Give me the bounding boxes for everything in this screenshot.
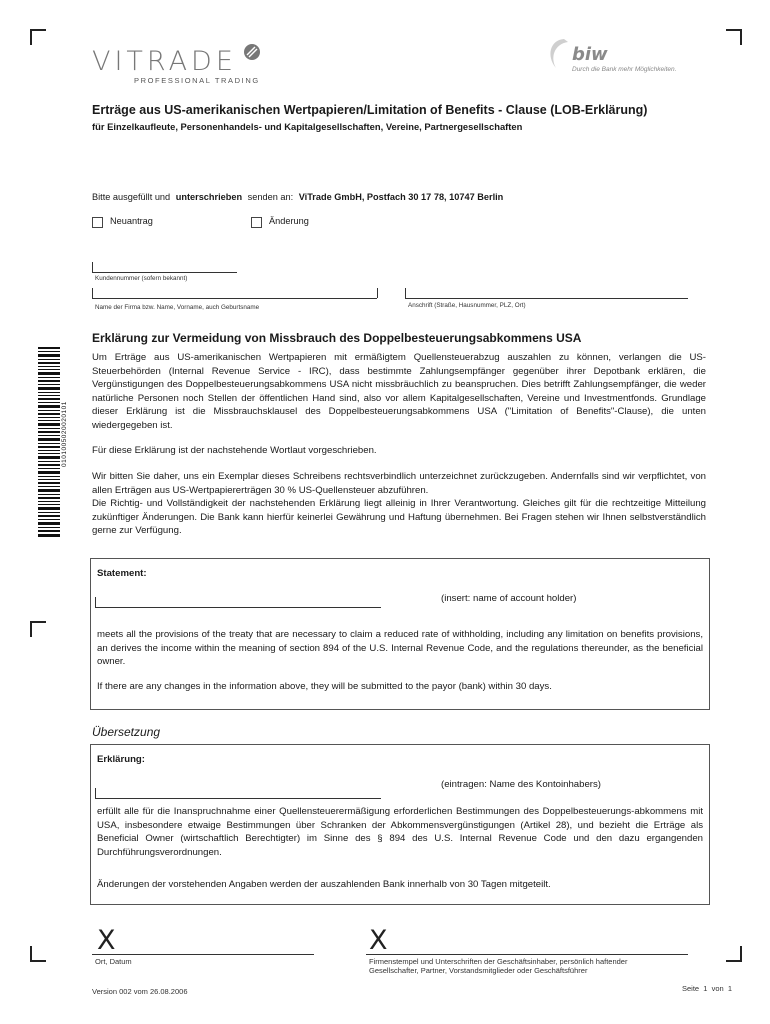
translation-account-holder-field[interactable] (95, 798, 381, 799)
biw-logo-text: biw (572, 44, 608, 65)
signature-x-mark: X (369, 925, 388, 956)
translation-label: Erklärung: (97, 754, 145, 765)
signature-label-line-2: Gesellschafter, Partner, Vorstandsmitglieder oder Geschäftsführer (369, 966, 588, 975)
signature-field[interactable] (366, 954, 688, 955)
crop-mark-top-right (726, 29, 742, 45)
biw-logo (544, 36, 684, 80)
barcode-number: 0101005020020101 (61, 401, 68, 467)
barcode (38, 347, 60, 537)
vitrade-logo (92, 46, 267, 85)
crop-mark-bottom-right (726, 946, 742, 962)
translation-changes: Änderungen der vorstehenden Angaben werden der auszahlenden Bank innerhalb von 30 Tagen mitgeteilt. (97, 879, 551, 890)
address-field-tick (405, 288, 406, 298)
declaration-paragraph-4: Die Richtig- und Vollständigkeit der nachstehenden Erklärung liegt alleinig in Ihrer Verantwortung. Gleiches gilt für die rechtzeitige Mitteilung zukünftiger Änderungen. Die Bank kann hierfür keinerlei Gewährung und Haftung übernehmen. Bei Fragen stehen wir Ihnen selbstverständlich gerne zur Verfügung. (92, 498, 706, 537)
biw-tagline: Durch die Bank mehr Möglichkeiten. (572, 66, 677, 73)
declaration-paragraph-1: Um Erträge aus US-amerikanischen Wertpapieren mit ermäßigtem Quellensteuerabzug auszahlen zu können, verlangen die US-Steuerbehörden (Internal Revenue Service - IRC), dass bestimmte Zahlungsempfänger gegenüber ihrer Depotbank erklären, die Vergünstigungen des Doppelbesteuerungsabkommens USA nicht missbräuchlich zu beanspruchen. Dies betrifft Zahlungsempfänger, die weder natürliche Personen noch Stellen der öffentlichen Hand sind, also vor allem Kapitalgesellschaften, Vereine und Investmentfonds. Grundlage dieser Erklärung ist die Missbrauchsklausel des Doppelbesteuerungsabkommens USA ("Limitation of Benefits"-Clause), die unten wiedergegeben ist. (92, 352, 706, 431)
version-info: Version 002 vom 26.08.2006 (92, 987, 188, 996)
translation-heading: Übersetzung (92, 725, 161, 739)
send-emphasis: unterschrieben (175, 192, 243, 202)
declaration-paragraph-3: Wir bitten Sie daher, uns ein Exemplar dieses Schreibens rechtsverbindlich unterzeichnet zurückzugeben. Andernfalls sind wir verpflichtet, von allen Erträgen aus US-Wertpapiererträgen 30 % US-Quellensteuer abzuführen. (92, 471, 706, 496)
send-instruction (92, 192, 503, 202)
company-name-field-tick (92, 288, 93, 298)
send-prefix: Bitte ausgefüllt und (92, 192, 171, 202)
place-date-x-mark: X (97, 925, 116, 956)
change-label: Änderung (269, 216, 309, 226)
declaration-paragraph-2: Für diese Erklärung ist der nachstehende Wortlaut vorgeschrieben. (92, 445, 377, 456)
statement-changes: If there are any changes in the information above, they will be submitted to the payor (bank) within 30 days. (97, 681, 552, 692)
translation-insert-hint: (eintragen: Name des Kontoinhabers) (441, 779, 601, 790)
statement-name-field-tick (95, 597, 96, 607)
statement-account-holder-field[interactable] (95, 607, 381, 608)
place-date-field[interactable] (92, 954, 314, 955)
vitrade-emblem-icon (242, 42, 262, 62)
page-title: Erträge aus US-amerikanischen Wertpapieren/Limitation of Benefits - Clause (LOB-Erklärung) (92, 103, 648, 117)
crop-mark-bottom-left (30, 946, 46, 962)
statement-body: meets all the provisions of the treaty that are necessary to claim a reduced rate of withholding, including any limitation on benefits provisions, an derives the income within the meaning of section 894 of the U.S. Internal Revenue Code, and the regulations thereunder, as the beneficial owner. (97, 629, 703, 668)
page-number: Seite 1 von 1 (682, 984, 733, 993)
send-address: ViTrade GmbH, Postfach 30 17 78, 10747 Berlin (298, 192, 504, 202)
customer-number-field[interactable] (92, 272, 237, 273)
company-name-field[interactable] (92, 298, 377, 299)
crop-mark-mid-left (30, 621, 46, 637)
company-name-label: Name der Firma bzw. Name, Vorname, auch Geburtsname (95, 304, 260, 311)
vitrade-logo-text: VITRADE (92, 46, 237, 77)
address-field[interactable] (405, 298, 688, 299)
new-application-checkbox[interactable] (92, 217, 103, 228)
statement-insert-hint: (insert: name of account holder) (441, 593, 577, 604)
send-middle: senden an: (247, 192, 294, 202)
translation-name-field-tick (95, 788, 96, 798)
address-label: Anschrift (Straße, Hausnummer, PLZ, Ort) (408, 302, 526, 309)
vitrade-logo-subtitle: PROFESSIONAL TRADING (134, 76, 260, 85)
crop-mark-top-left (30, 29, 46, 45)
customer-number-label: Kundennummer (sofern bekannt) (95, 275, 188, 282)
declaration-heading: Erklärung zur Vermeidung von Missbrauch des Doppelbesteuerungsabkommens USA (92, 331, 582, 345)
change-checkbox[interactable] (251, 217, 262, 228)
place-date-label: Ort, Datum (95, 957, 132, 966)
statement-box (90, 558, 710, 710)
company-name-field-tick-right (377, 288, 378, 298)
translation-box (90, 744, 710, 905)
page-subtitle: für Einzelkaufleute, Personenhandels- und Kapitalgesellschaften, Vereine, Partnergesellschaften (92, 121, 523, 132)
translation-body: erfüllt alle für die Inanspruchnahme einer Quellensteuerermäßigung erforderlichen Bestimmungen des Doppelbesteuerungs-abkommens mit USA, insbesondere etwaige Bestimmungen über Schranken der Abkommensvergünstigungen (Artikel 28), und bezieht die Erträge als Beneficial Owner (wirtschaftlich Berechtigter) im Sinne des § 894 des U.S. Internal Revenue Code und den dazu ergangenden Durchführungsverordnungen. (97, 806, 703, 858)
statement-label: Statement: (97, 568, 147, 579)
customer-number-field-tick (92, 262, 93, 272)
signature-label-line-1: Firmenstempel und Unterschriften der Geschäftsinhaber, persönlich haftender (369, 957, 628, 966)
new-application-label: Neuantrag (110, 216, 153, 226)
